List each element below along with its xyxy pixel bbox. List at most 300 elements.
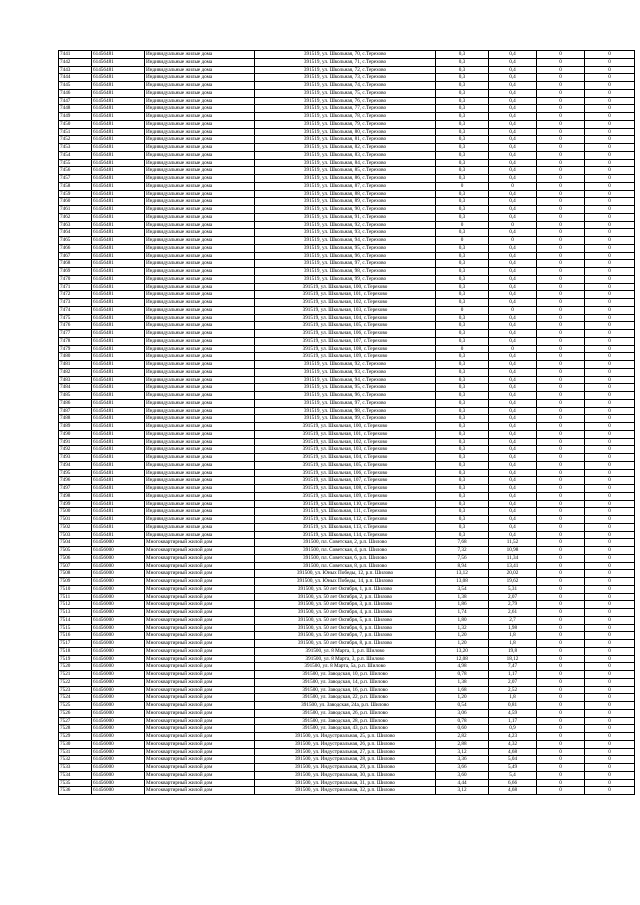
value-a-cell: 0,3 [436,283,489,291]
building-type-cell: Индивидуальные жилые дома [145,283,255,291]
value-b-cell: 0,4 [489,299,537,307]
address-cell: 391519, ул. Школьная, 88, с.Терехово [255,190,436,198]
table-row [59,337,635,345]
value-d-cell: 0 [585,430,635,438]
value-a-cell: 0,3 [436,477,489,485]
value-c-cell: 0 [537,74,585,82]
value-d-cell: 0 [585,268,635,276]
address-cell: 391519, ул. Школьная, 83, с.Терехово [255,151,436,159]
value-a-cell: 0,3 [436,58,489,66]
address-cell: 391500, ул. 8 Марта, 3, р.п. Шилово [255,655,436,663]
code-cell: 61456481 [92,213,145,221]
code-cell: 61456481 [92,182,145,190]
code-cell: 61456000 [92,764,145,772]
address-cell: 391519, ул. Школьная, 106, с.Терехово [255,469,436,477]
value-b-cell: 0,4 [489,399,537,407]
row-number-cell: 7503 [59,531,92,539]
row-number-cell: 7488 [59,415,92,423]
building-type-cell: Многоквартирный жилой дом [145,616,255,624]
value-d-cell: 0 [585,578,635,586]
building-type-cell: Индивидуальные жилые дома [145,500,255,508]
value-c-cell: 0 [537,454,585,462]
value-b-cell: 0,4 [489,531,537,539]
address-cell: 391519, ул. Школьная, 75, с.Терехово [255,89,436,97]
table-row [59,748,635,756]
value-d-cell: 0 [585,120,635,128]
value-d-cell: 0 [585,508,635,516]
code-cell: 61456481 [92,430,145,438]
table-row [59,616,635,624]
code-cell: 61456481 [92,361,145,369]
value-a-cell: 12,08 [436,655,489,663]
value-a-cell: 1,86 [436,601,489,609]
row-number-cell: 7468 [59,260,92,268]
building-type-cell: Многоквартирный жилой дом [145,562,255,570]
value-a-cell: 0,3 [436,74,489,82]
value-a-cell: 0,3 [436,361,489,369]
building-type-cell: Индивидуальные жилые дома [145,299,255,307]
address-cell: 391519, ул. Школьная, 99, с.Терехово [255,415,436,423]
table-row [59,392,635,400]
value-b-cell: 0,4 [489,252,537,260]
value-d-cell: 0 [585,392,635,400]
value-d-cell: 0 [585,376,635,384]
building-type-cell: Индивидуальные жилые дома [145,260,255,268]
value-d-cell: 0 [585,454,635,462]
building-type-cell: Индивидуальные жилые дома [145,423,255,431]
address-cell: 391500, ул. 50 лет Октября, 7, р.п. Шилово [255,632,436,640]
value-b-cell: 1,8 [489,640,537,648]
value-b-cell: 0,4 [489,144,537,152]
address-cell: 391519, ул. Школьная, 71, с.Терехово [255,58,436,66]
value-b-cell: 0,4 [489,229,537,237]
value-c-cell: 0 [537,485,585,493]
code-cell: 61456481 [92,136,145,144]
value-d-cell: 0 [585,671,635,679]
value-d-cell: 0 [585,539,635,547]
table-row [59,151,635,159]
table-row [59,678,635,686]
building-type-cell: Индивидуальные жилые дома [145,508,255,516]
row-number-cell: 7521 [59,671,92,679]
value-d-cell: 0 [585,655,635,663]
row-number-cell: 7470 [59,275,92,283]
value-b-cell: 0,4 [489,175,537,183]
table-row [59,128,635,136]
value-d-cell: 0 [585,523,635,531]
value-b-cell: 0,4 [489,337,537,345]
value-d-cell: 0 [585,787,635,795]
building-type-cell: Индивидуальные жилые дома [145,407,255,415]
address-cell: 391500, ул. Индустриальная, 27, р.п. Шилово [255,748,436,756]
table-row [59,384,635,392]
code-cell: 61456481 [92,252,145,260]
value-a-cell: 7,32 [436,547,489,555]
row-number-cell: 7505 [59,547,92,555]
address-cell: 391500, ул. Индустриальная, 28, р.п. Шилово [255,756,436,764]
value-c-cell: 0 [537,725,585,733]
address-cell: 391519, ул. Школьная, 96, с.Терехово [255,392,436,400]
value-a-cell: 3,06 [436,709,489,717]
row-number-cell: 7530 [59,740,92,748]
value-a-cell: 0,78 [436,717,489,725]
code-cell: 61456481 [92,500,145,508]
table-row [59,113,635,121]
table-row [59,299,635,307]
value-b-cell: 0,4 [489,159,537,167]
value-d-cell: 0 [585,740,635,748]
value-b-cell: 0,4 [489,423,537,431]
value-c-cell: 0 [537,787,585,795]
value-d-cell: 0 [585,616,635,624]
value-a-cell: 4,98 [436,663,489,671]
value-a-cell: 0,3 [436,252,489,260]
address-cell: 391500, ул. Заводская, 26, р.п. Шилово [255,709,436,717]
row-number-cell: 7511 [59,593,92,601]
row-number-cell: 7509 [59,578,92,586]
table-row [59,415,635,423]
table-row [59,477,635,485]
value-a-cell: 0,3 [436,399,489,407]
building-type-cell: Индивидуальные жилые дома [145,105,255,113]
code-cell: 61456481 [92,190,145,198]
building-type-cell: Многоквартирный жилой дом [145,686,255,694]
building-type-cell: Индивидуальные жилые дома [145,229,255,237]
row-number-cell: 7452 [59,136,92,144]
code-cell: 61456481 [92,82,145,90]
code-cell: 61456481 [92,51,145,59]
table-row [59,438,635,446]
value-d-cell: 0 [585,74,635,82]
table-row [59,733,635,741]
address-cell: 391500, ул. 8 Марта, 5а, р.п. Шилово [255,663,436,671]
code-cell: 61456000 [92,547,145,555]
value-d-cell: 0 [585,206,635,214]
value-d-cell: 0 [585,330,635,338]
value-a-cell: 3,12 [436,787,489,795]
table-row [59,322,635,330]
value-a-cell: 0,3 [436,337,489,345]
row-number-cell: 7473 [59,299,92,307]
table-row [59,547,635,555]
building-type-cell: Индивидуальные жилые дома [145,74,255,82]
value-a-cell: 0,3 [436,190,489,198]
row-number-cell: 7513 [59,609,92,617]
table-row [59,175,635,183]
row-number-cell: 7533 [59,764,92,772]
address-cell: 391519, ул. Школьная, 112, с.Терехово [255,516,436,524]
code-cell: 61456481 [92,128,145,136]
building-type-cell: Индивидуальные жилые дома [145,268,255,276]
address-cell: 391519, ул. Школьная, 72, с.Терехово [255,66,436,74]
value-c-cell: 0 [537,89,585,97]
row-number-cell: 7506 [59,554,92,562]
address-cell: 391500, ул. 50 лет Октября, 8, р.п. Шилово [255,640,436,648]
value-b-cell: 19,62 [489,578,537,586]
row-number-cell: 7481 [59,361,92,369]
address-cell: 391519, ул. Школьная, 86, с.Терехово [255,175,436,183]
value-b-cell: 0,4 [489,66,537,74]
value-d-cell: 0 [585,190,635,198]
building-type-cell: Индивидуальные жилые дома [145,337,255,345]
value-d-cell: 0 [585,492,635,500]
building-type-cell: Индивидуальные жилые дома [145,190,255,198]
value-c-cell: 0 [537,182,585,190]
row-number-cell: 7534 [59,771,92,779]
building-type-cell: Индивидуальные жилые дома [145,291,255,299]
value-b-cell: 0,4 [489,322,537,330]
building-type-cell: Индивидуальные жилые дома [145,461,255,469]
value-a-cell: 0,3 [436,438,489,446]
address-cell: 391519, ул. Школьная, 103, с.Терехово [255,446,436,454]
row-number-cell: 7493 [59,454,92,462]
value-d-cell: 0 [585,260,635,268]
value-b-cell: 0,4 [489,190,537,198]
value-c-cell: 0 [537,430,585,438]
value-b-cell: 0 [489,237,537,245]
row-number-cell: 7446 [59,89,92,97]
table-row [59,508,635,516]
value-c-cell: 0 [537,585,585,593]
value-c-cell: 0 [537,717,585,725]
row-number-cell: 7485 [59,392,92,400]
address-cell: 391519, ул. Школьная, 79, с.Терехово [255,120,436,128]
row-number-cell: 7480 [59,353,92,361]
building-type-cell: Индивидуальные жилые дома [145,89,255,97]
value-c-cell: 0 [537,671,585,679]
table-row [59,624,635,632]
value-b-cell: 0,4 [489,51,537,59]
address-cell: 391500, ул. Индустриальная, 29, р.п. Шилово [255,764,436,772]
address-cell: 391519, ул. Школьная, 76, с.Терехово [255,97,436,105]
code-cell: 61456000 [92,554,145,562]
value-b-cell: 0,4 [489,500,537,508]
value-d-cell: 0 [585,686,635,694]
value-d-cell: 0 [585,345,635,353]
value-d-cell: 0 [585,694,635,702]
address-cell: 391519, ул. Школьная, 110, с.Терехово [255,500,436,508]
value-a-cell: 0,3 [436,454,489,462]
value-a-cell: 0,54 [436,702,489,710]
table-row [59,516,635,524]
table-row [59,740,635,748]
value-c-cell: 0 [537,702,585,710]
value-a-cell: 3,54 [436,585,489,593]
address-cell: 391519, ул. Школьная, 81, с.Терехово [255,136,436,144]
table-row [59,159,635,167]
row-number-cell: 7479 [59,345,92,353]
value-c-cell: 0 [537,361,585,369]
code-cell: 61456481 [92,198,145,206]
value-c-cell: 0 [537,655,585,663]
table-row [59,632,635,640]
code-cell: 61456481 [92,438,145,446]
table-row [59,609,635,617]
value-a-cell: 0,3 [436,260,489,268]
value-b-cell: 20,02 [489,570,537,578]
value-a-cell: 0,3 [436,268,489,276]
code-cell: 61456000 [92,678,145,686]
table-row [59,260,635,268]
row-number-cell: 7441 [59,51,92,59]
value-d-cell: 0 [585,725,635,733]
code-cell: 61456000 [92,632,145,640]
value-d-cell: 0 [585,779,635,787]
value-a-cell: 0,3 [436,353,489,361]
value-d-cell: 0 [585,469,635,477]
value-d-cell: 0 [585,485,635,493]
address-cell: 391519, ул. Школьная, 77, с.Терехово [255,105,436,113]
value-c-cell: 0 [537,51,585,59]
row-number-cell: 7523 [59,686,92,694]
value-a-cell: 0,3 [436,213,489,221]
value-c-cell: 0 [537,477,585,485]
value-b-cell: 0,4 [489,113,537,121]
row-number-cell: 7496 [59,477,92,485]
code-cell: 61456481 [92,345,145,353]
address-cell: 391519, ул. Школьная, 90, с.Терехово [255,206,436,214]
value-b-cell: 0,4 [489,89,537,97]
address-cell: 391519, ул. Школьная, 92, с.Терехово [255,221,436,229]
address-cell: 391519, ул. Школьная, 89, с.Терехово [255,198,436,206]
value-b-cell: 1,17 [489,671,537,679]
address-cell: 391519, ул. Школьная, 80, с.Терехово [255,128,436,136]
code-cell: 61456481 [92,144,145,152]
value-a-cell: 1,38 [436,678,489,686]
address-cell: 391519, ул. Школьная, 96, с.Терехово [255,252,436,260]
table-row [59,237,635,245]
value-b-cell: 5,49 [489,764,537,772]
value-a-cell: 0,3 [436,384,489,392]
value-b-cell: 0,4 [489,167,537,175]
building-type-cell: Индивидуальные жилые дома [145,322,255,330]
value-d-cell: 0 [585,709,635,717]
value-d-cell: 0 [585,516,635,524]
code-cell: 61456481 [92,477,145,485]
value-a-cell: 0,3 [436,167,489,175]
value-a-cell: 3,12 [436,748,489,756]
value-d-cell: 0 [585,640,635,648]
value-b-cell: 0,4 [489,376,537,384]
table-row [59,136,635,144]
building-type-cell: Индивидуальные жилые дома [145,244,255,252]
value-c-cell: 0 [537,306,585,314]
code-cell: 61456481 [92,376,145,384]
code-cell: 61456481 [92,523,145,531]
row-number-cell: 7466 [59,244,92,252]
value-d-cell: 0 [585,609,635,617]
value-c-cell: 0 [537,601,585,609]
table-row [59,570,635,578]
building-type-cell: Многоквартирный жилой дом [145,640,255,648]
code-cell: 61456481 [92,516,145,524]
value-c-cell: 0 [537,438,585,446]
value-a-cell: 0,3 [436,66,489,74]
code-cell: 61456481 [92,353,145,361]
building-type-cell: Многоквартирный жилой дом [145,609,255,617]
code-cell: 61456000 [92,593,145,601]
building-type-cell: Многоквартирный жилой дом [145,764,255,772]
value-d-cell: 0 [585,144,635,152]
value-d-cell: 0 [585,151,635,159]
value-a-cell: 0,3 [436,275,489,283]
value-c-cell: 0 [537,578,585,586]
table-row [59,454,635,462]
value-b-cell: 0,4 [489,461,537,469]
table-row [59,787,635,795]
value-a-cell: 1,20 [436,640,489,648]
value-c-cell: 0 [537,415,585,423]
address-cell: 391519, ул. Школьная, 103, с.Терехово [255,306,436,314]
address-cell: 391519, ул. Школьная, 104, с.Терехово [255,454,436,462]
value-c-cell: 0 [537,120,585,128]
building-type-cell: Многоквартирный жилой дом [145,733,255,741]
value-c-cell: 0 [537,213,585,221]
table-row [59,709,635,717]
code-cell: 61456000 [92,539,145,547]
table-row [59,353,635,361]
row-number-cell: 7492 [59,446,92,454]
building-type-cell: Индивидуальные жилые дома [145,275,255,283]
row-number-cell: 7529 [59,733,92,741]
building-type-cell: Индивидуальные жилые дома [145,376,255,384]
code-cell: 61456481 [92,167,145,175]
building-type-cell: Многоквартирный жилой дом [145,547,255,555]
table-row [59,399,635,407]
value-c-cell: 0 [537,748,585,756]
table-row [59,376,635,384]
value-a-cell: 0,3 [436,198,489,206]
building-type-cell: Индивидуальные жилые дома [145,368,255,376]
table-row [59,206,635,214]
building-type-cell: Индивидуальные жилые дома [145,345,255,353]
value-b-cell: 10,98 [489,547,537,555]
value-d-cell: 0 [585,275,635,283]
code-cell: 61456481 [92,407,145,415]
building-type-cell: Индивидуальные жилые дома [145,516,255,524]
value-d-cell: 0 [585,97,635,105]
row-number-cell: 7465 [59,237,92,245]
row-number-cell: 7499 [59,500,92,508]
value-c-cell: 0 [537,128,585,136]
value-a-cell: 0,3 [436,128,489,136]
code-cell: 61456481 [92,206,145,214]
code-cell: 61456481 [92,291,145,299]
address-cell: 391519, ул. Школьная, 97, с.Терехово [255,399,436,407]
code-cell: 61456481 [92,283,145,291]
value-d-cell: 0 [585,229,635,237]
table-row [59,601,635,609]
row-number-cell: 7524 [59,694,92,702]
table-row [59,640,635,648]
address-cell: 391519, ул. Школьная, 114, с.Терехово [255,531,436,539]
value-b-cell: 0,4 [489,82,537,90]
address-cell: 391500, ул. Индустриальная, 31, р.п. Шилово [255,779,436,787]
address-cell: 391519, ул. Школьная, 93, с.Терехово [255,229,436,237]
value-d-cell: 0 [585,601,635,609]
value-c-cell: 0 [537,322,585,330]
value-c-cell: 0 [537,492,585,500]
value-b-cell: 0,4 [489,523,537,531]
value-a-cell: 0,3 [436,291,489,299]
value-a-cell: 3,60 [436,771,489,779]
address-cell: 391519, ул. Школьная, 94, с.Терехово [255,376,436,384]
value-d-cell: 0 [585,663,635,671]
value-a-cell: 0,3 [436,523,489,531]
table-row [59,492,635,500]
value-b-cell: 0,4 [489,477,537,485]
table-row [59,198,635,206]
